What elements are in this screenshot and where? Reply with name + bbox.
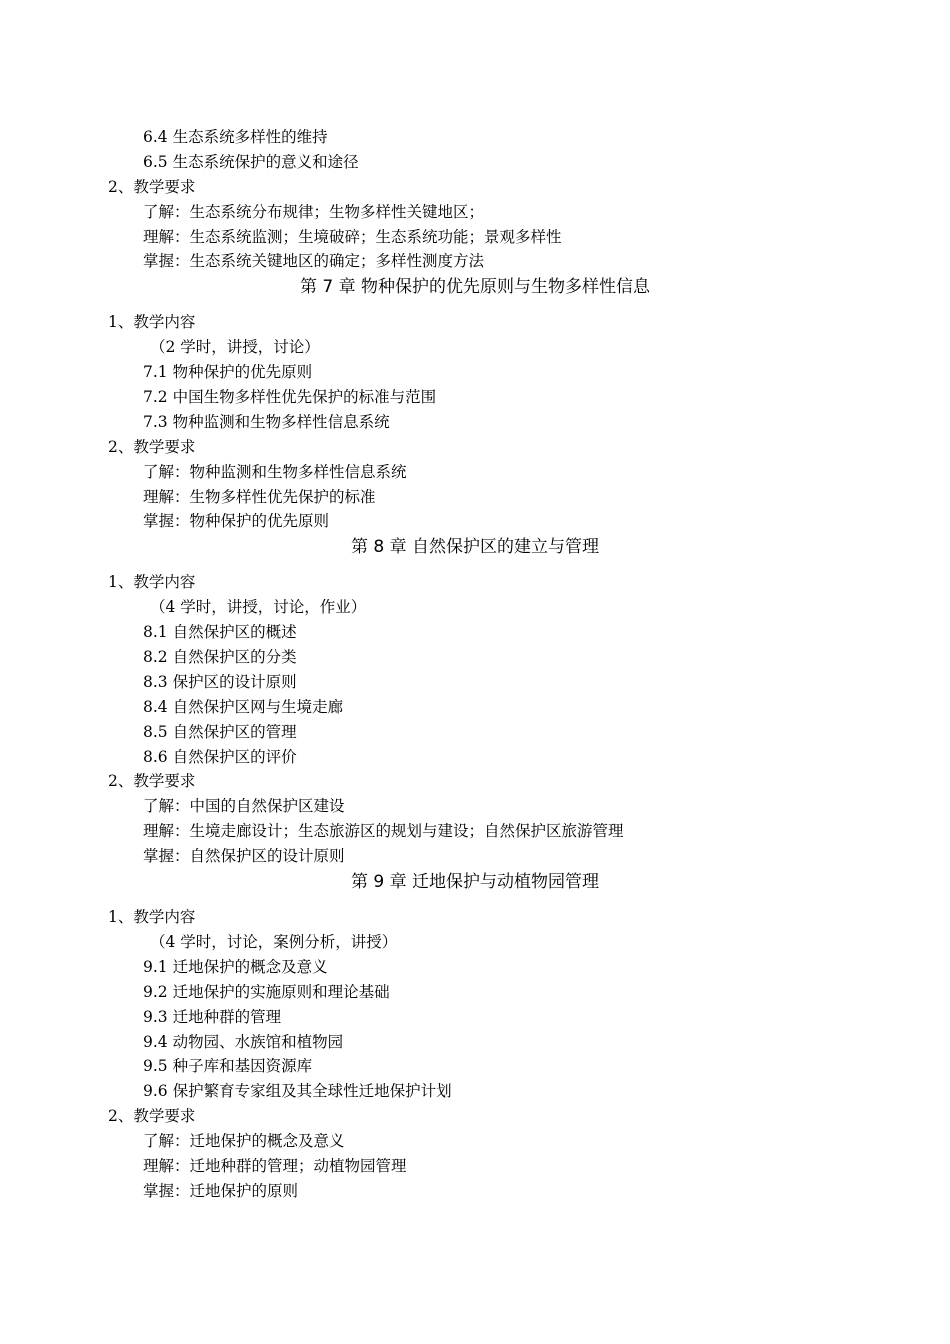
text-line: 了解：物种监测和生物多样性信息系统 — [143, 462, 407, 481]
text-line: 理解：生境走廊设计；生态旅游区的规划与建设；自然保护区旅游管理 — [143, 822, 624, 841]
text-line: （2 学时，讲授，讨论） — [150, 338, 320, 357]
text-line: 1、教学内容 — [108, 573, 196, 592]
text-line: 8.1 自然保护区的概述 — [143, 623, 297, 642]
text-line: 1、教学内容 — [108, 313, 196, 332]
text-line: 了解：迁地保护的概念及意义 — [143, 1132, 345, 1151]
text-line: 掌握：自然保护区的设计原则 — [143, 847, 345, 866]
chapter-section — [0, 869, 950, 1204]
text-line: 8.4 自然保护区网与生境走廊 — [143, 697, 344, 716]
text-line: 9.4 动物园、水族馆和植物园 — [143, 1032, 344, 1051]
text-line: 2、教学要求 — [108, 772, 196, 791]
text-line: 理解：生物多样性优先保护的标准 — [143, 487, 376, 506]
text-line: 8.3 保护区的设计原则 — [143, 672, 297, 691]
section-6-continuation — [0, 125, 950, 274]
text-line: （4 学时，讲授，讨论，作业） — [150, 598, 367, 617]
text-line: 6.5 生态系统保护的意义和途径 — [143, 152, 359, 171]
text-line: 8.5 自然保护区的管理 — [143, 722, 297, 741]
chapter-heading: 第 9 章 迁地保护与动植物园管理 — [350, 872, 600, 893]
text-line: 掌握：生态系统关键地区的确定；多样性测度方法 — [143, 252, 485, 271]
text-line: 7.1 物种保护的优先原则 — [143, 363, 313, 382]
chapter-section — [0, 274, 950, 534]
text-line: 9.3 迁地种群的管理 — [143, 1007, 282, 1026]
text-line: 理解：生态系统监测；生境破碎；生态系统功能；景观多样性 — [143, 227, 562, 246]
text-line: 6.4 生态系统多样性的维持 — [143, 128, 328, 146]
chapter-heading: 第 8 章 自然保护区的建立与管理 — [350, 537, 600, 558]
text-line: 了解：中国的自然保护区建设 — [143, 797, 345, 816]
text-line: 9.2 迁地保护的实施原则和理论基础 — [143, 982, 390, 1001]
text-line: 2、教学要求 — [108, 177, 196, 196]
text-line: 8.6 自然保护区的评价 — [143, 747, 297, 766]
text-line: 9.5 种子库和基因资源库 — [143, 1057, 313, 1076]
text-line: （4 学时，讨论，案例分析，讲授） — [150, 932, 398, 951]
text-line: 7.3 物种监测和生物多样性信息系统 — [143, 412, 390, 431]
text-line: 2、教学要求 — [108, 1107, 196, 1126]
text-line: 2、教学要求 — [108, 437, 196, 456]
text-line: 1、教学内容 — [108, 908, 196, 927]
text-line: 掌握：物种保护的优先原则 — [143, 512, 330, 531]
text-line: 理解：迁地种群的管理；动植物园管理 — [143, 1156, 407, 1175]
text-line: 7.2 中国生物多样性优先保护的标准与范围 — [143, 388, 437, 407]
chapters — [0, 274, 950, 1203]
text-line: 9.1 迁地保护的概念及意义 — [143, 957, 328, 976]
chapter-heading: 第 7 章 物种保护的优先原则与生物多样性信息 — [299, 277, 651, 298]
text-line: 9.6 保护繁育专家组及其全球性迁地保护计划 — [143, 1082, 452, 1101]
document-body — [0, 125, 950, 1204]
text-line: 8.2 自然保护区的分类 — [143, 648, 297, 667]
text-line: 了解：生态系统分布规律；生物多样性关键地区； — [143, 202, 485, 221]
chapter-section — [0, 534, 950, 869]
text-line: 掌握：迁地保护的原则 — [143, 1181, 299, 1200]
